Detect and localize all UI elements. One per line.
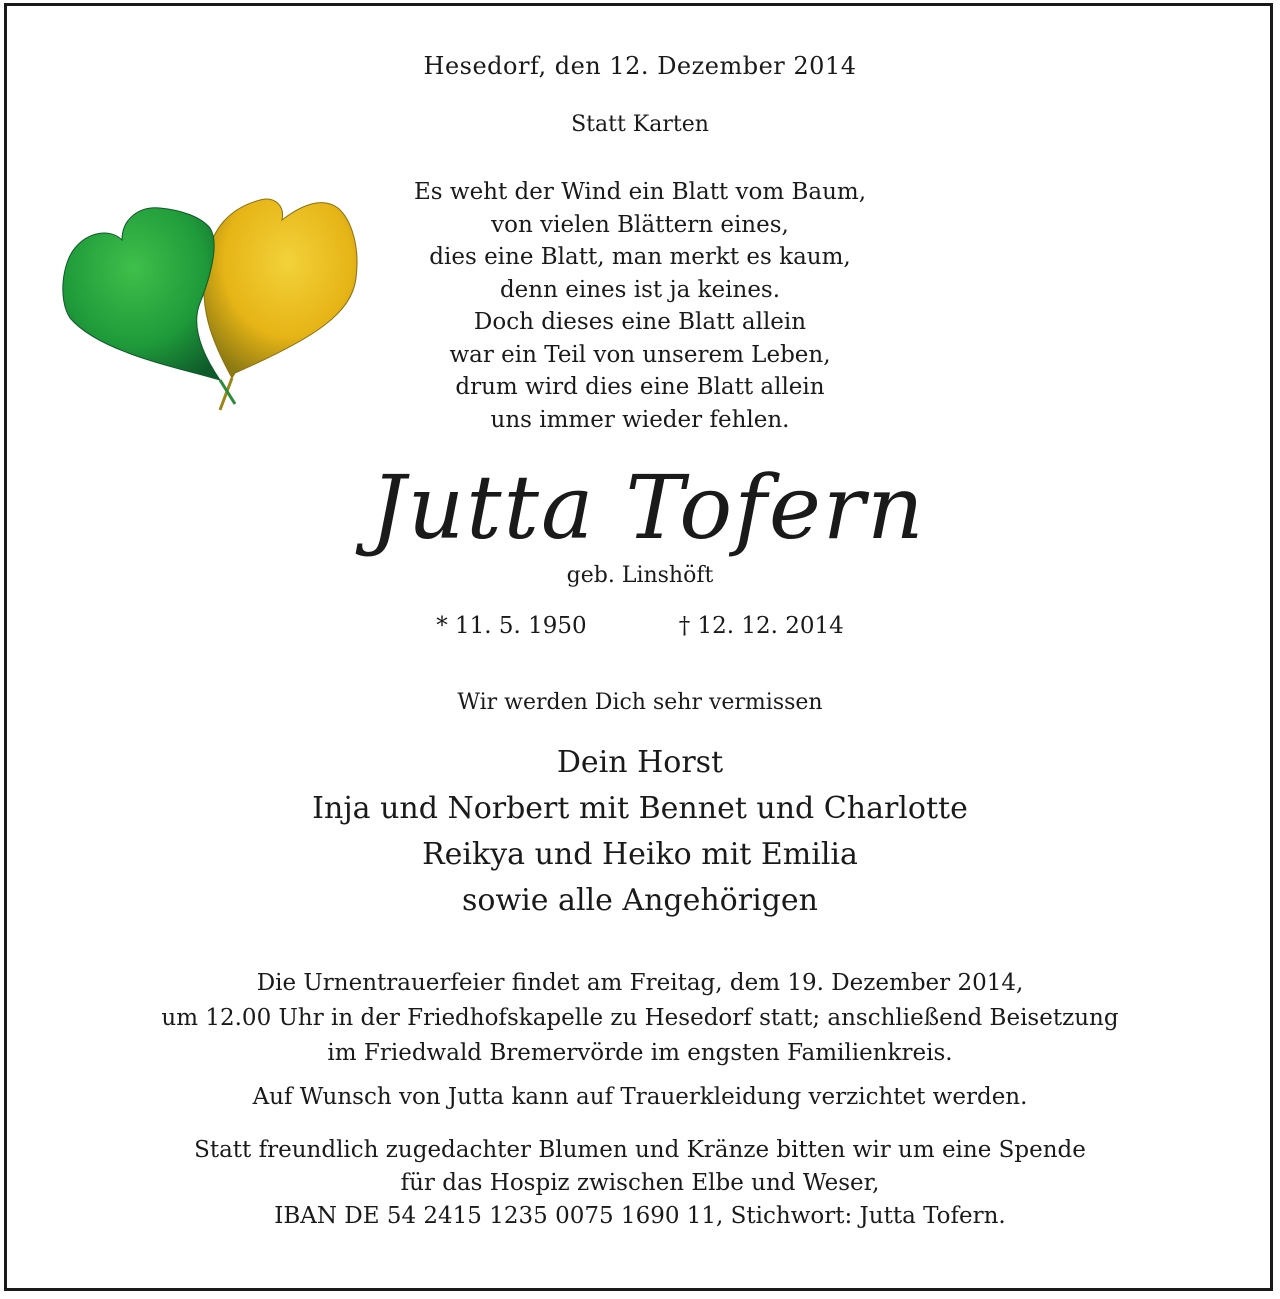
mourning-note: Auf Wunsch von Jutta kann auf Trauerkleidung verzichtet werden. (252, 1084, 1028, 1110)
ceremony-line: Die Urnentrauerfeier findet am Freitag, dem 19. Dezember 2014, (256, 970, 1024, 996)
poem-line: denn eines ist ja keines. (499, 276, 781, 303)
donation-line: IBAN DE 54 2415 1235 0075 1690 11, Stichwort: Jutta Tofern. (274, 1203, 1006, 1229)
poem-line: uns immer wieder fehlen. (490, 406, 790, 433)
poem-line: Doch dieses eine Blatt allein (473, 309, 807, 335)
maiden-name: geb. Linshöft (566, 563, 714, 588)
poem-line: drum wird dies eine Blatt allein (455, 374, 825, 400)
poem-line: von vielen Blättern eines, (491, 211, 789, 238)
family-list (0, 740, 1280, 924)
ceremony-line: um 12.00 Uhr in der Friedhofskapelle zu Hesedorf statt; anschließend Beisetzung (161, 1005, 1119, 1031)
ceremony-info (0, 966, 1280, 1071)
birth-date: * 11. 5. 1950 (436, 613, 587, 639)
life-dates (0, 613, 1280, 639)
ceremony-line: im Friedwald Bremervörde im engsten Familienkreis. (327, 1040, 953, 1066)
death-date: † 12. 12. 2014 (678, 613, 844, 639)
family-line: Dein Horst (556, 745, 724, 780)
poem-line: Es weht der Wind ein Blatt vom Baum, (413, 179, 866, 205)
family-line: Reikya und Heiko mit Emilia (422, 837, 858, 872)
statt-karten: Statt Karten (571, 112, 709, 137)
place-date: Hesedorf, den 12. Dezember 2014 (423, 52, 857, 80)
donation-line: für das Hospiz zwischen Elbe und Weser, (400, 1170, 880, 1196)
deceased-name: Jutta Tofern (370, 456, 926, 559)
donation-line: Statt freundlich zugedachter Blumen und Kränze bitten wir um eine Spende (194, 1137, 1086, 1163)
family-line: sowie alle Angehörigen (462, 883, 818, 918)
poem (0, 176, 1280, 436)
family-line: Inja und Norbert mit Bennet und Charlotte (312, 791, 968, 826)
poem-line: war ein Teil von unserem Leben, (449, 341, 831, 368)
donation-info (0, 1134, 1280, 1233)
poem-line: dies eine Blatt, man merkt es kaum, (429, 244, 851, 270)
farewell-line: Wir werden Dich sehr vermissen (457, 690, 823, 715)
